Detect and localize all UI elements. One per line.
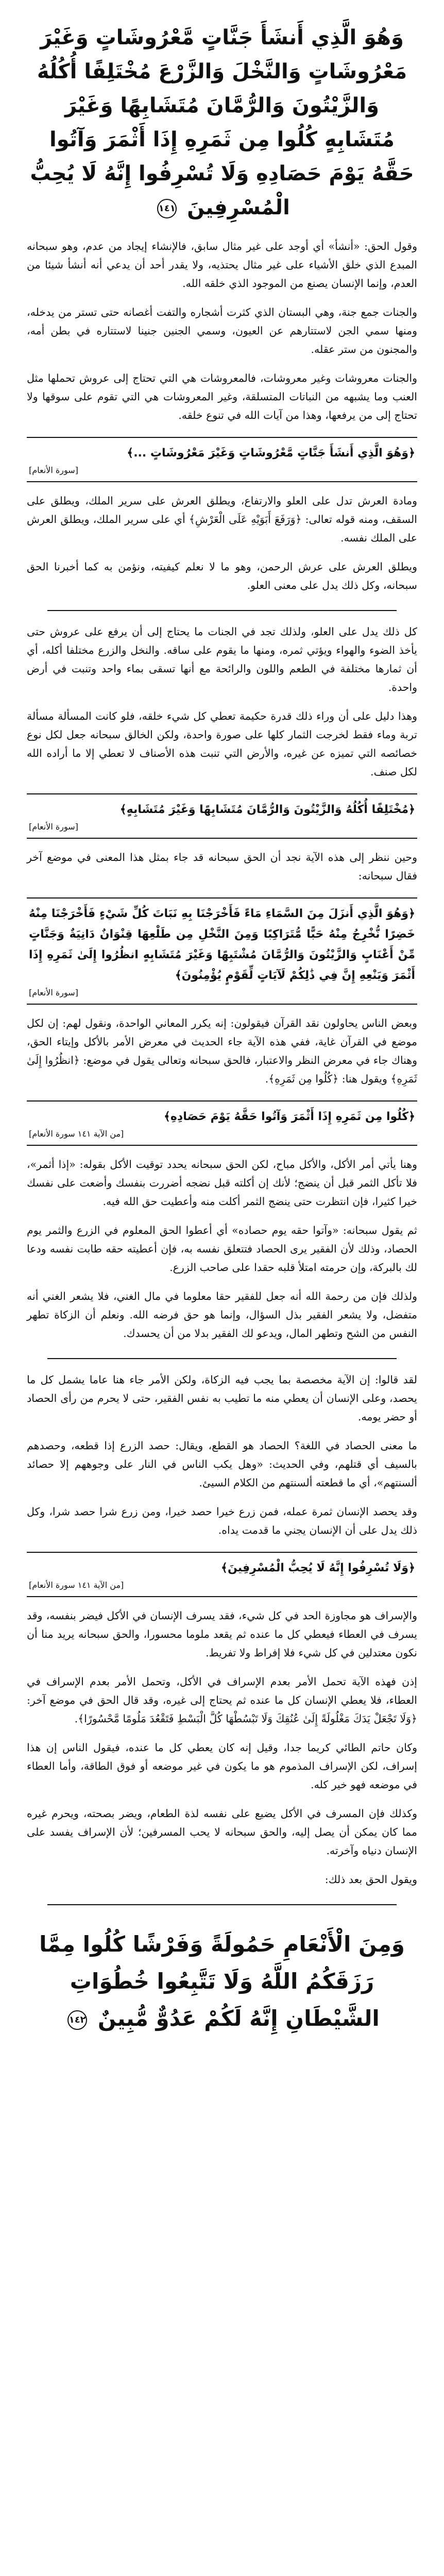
section-divider: [47, 1904, 397, 1905]
quoted-verse-text: ﴿وَهُوَ الَّذِي أَنشَأَ جَنَّاتٍ مَّعْرُوشَاتٍ وَغَيْرَ مَعْرُوشَاتٍ ...﴾: [127, 447, 415, 460]
quoted-verse-box: [27, 897, 417, 1005]
verse-source: [من الآية ١٤١ سورة الأنعام]: [29, 1580, 124, 1590]
paragraph: ما معنى الحصاد في اللغة؟ الحصاد هو القطع، ويقال: حصد الزرع إذا قطعه، وحصدهم بالسيف أي قتلهم، وفي الحديث: «وهل يكب الناس في النار على وجوههم إلا حصائد ألسنتهم»، أي ما قطعته ألسنتهم من الكلام السيئ.: [27, 1439, 417, 1489]
paragraph: إذن فهذه الآية تحمل الأمر بعدم الإسراف في الأكل، وتحمل الأمر بعدم الإسراف في العطاء، فلا يعطي الإنسان كل ما عنده ثم يحتاج إلى غيره، وقد قال الحق في موضع آخر: ﴿وَلَا تَجْعَلْ يَدَكَ مَغْلُولَةً إِلَىٰ عُنُقِكَ وَلَا تَبْسُطْهَا كُلَّ الْبَسْطِ فَتَقْعُدَ مَلُومًا مَّحْسُورًا﴾.: [27, 1675, 417, 1725]
closing-verse-text: وَمِنَ الْأَنْعَامِ حَمُولَةً وَفَرْشًا كُلُوا مِمَّا رَزَقَكُمُ اللَّهُ وَلَا تَتَّبِعُوا خُطُوَاتِ الشَّيْطَانِ إِنَّهُ لَكُمْ عَدُوٌّ مُّبِينٌ: [39, 1931, 405, 2031]
quoted-verse-box: [27, 437, 417, 482]
quoted-verse-box: [27, 793, 417, 839]
paragraph: وقد يحصد الإنسان ثمرة عمله، فمن زرع خيرا حصد خيرا، ومن زرع شرا حصد شرا، وكل ذلك يدل على أن الإنسان يجني ما قدمت يداه.: [27, 1505, 417, 1536]
paragraph: وهنا يأتي أمر الأكل، والأكل مباح، لكن الحق سبحانه يحدد توقيت الأكل بقوله: «إذا أثمر»، فلا تأكل الثمر قبل أن ينضج؛ لأنك إن أكلته قبل نضجه أضررت بنفسك وأضعت على نفسك خيرا كثيرا، فإن انتظرت حتى ينضج الثمر أكلت منه وأعطيت حق الله فيه.: [27, 1158, 417, 1208]
section-divider: [47, 610, 397, 611]
paragraph: ويقول الحق بعد ذلك:: [325, 1873, 417, 1886]
opening-verse-text: وَهُوَ الَّذِي أَنشَأَ جَنَّاتٍ مَّعْرُوشَاتٍ وَغَيْرَ مَعْرُوشَاتٍ وَالنَّخْلَ وَالزَّرْعَ مُخْتَلِفًا أُكُلُهُ وَالزَّيْتُونَ وَالرُّمَّانَ مُتَشَابِهًا وَغَيْرَ مُتَشَابِهٍ كُلُوا مِن ثَمَرِهِ إِذَا أَثْمَرَ وَآتُوا حَقَّهُ يَوْمَ حَصَادِهِ وَلَا تُسْرِفُوا إِنَّهُ لَا يُحِبُّ الْمُسْرِفِينَ: [30, 26, 414, 219]
paragraph: ويطلق العرش على عرش الرحمن، وهو ما لا نعلم كيفيته، ونؤمن به كما أخبرنا الحق سبحانه، وكل ذلك يدل على معنى العلو.: [27, 561, 417, 591]
verse-source: [من الآية ١٤١ سورة الأنعام]: [29, 1129, 124, 1139]
opening-verse: [27, 21, 417, 225]
ayah-number-badge: ١٤١: [157, 199, 177, 218]
quoted-verse-box: [27, 1552, 417, 1597]
paragraph: وبعض الناس يحاولون نقد القرآن فيقولون: إنه يكرر المعاني الواحدة، ونقول لهم: إن لكل موضع في القرآن غاية، ففي هذه الآية جاء الحديث في معرض الأمر بالأكل وإيتاء الحق، وهناك جاء في معرض النظر والاعتبار، فالحق سبحانه وتعالى يقول في موضع: ﴿انظُرُوا إِلَىٰ ثَمَرِهِ﴾ ويقول هنا: ﴿كُلُوا مِن ثَمَرِهِ﴾.: [27, 1017, 417, 1085]
paragraph: وحين ننظر إلى هذه الآية نجد أن الحق سبحانه قد جاء بمثل هذا المعنى في موضع آخر فقال سبحانه:: [27, 851, 417, 882]
paragraph: لقد قالوا: إن الآية مخصصة بما يجب فيه الزكاة، ولكن الأمر جاء هنا عاما يشمل كل ما يحصد، وعلى الإنسان أن يعطي منه ما تطيب به نفس الفقير، حتى لا يحرم من رأى الحصاد أو حضر يومه.: [27, 1374, 417, 1423]
paragraph: والجنات معروشات وغير معروشات، فالمعروشات هي التي تحتاج إلى عروش تحملها مثل العنب وما يشبهه من النباتات المتسلقة، وغير المعروشات هي التي تقوم على سوقها ولا تحتاج إلى من يرفعها، وهذا من آيات الله في تنوع خلقه.: [27, 372, 417, 421]
paragraph: والجنات جمع جنة، وهي البستان الذي كثرت أشجاره والتفت أغصانه حتى تستر من يدخله، ومنها سمي الجن لاستتارهم عن العيون، وسمي الجنين جنينا لاستتاره في بطن أمه، والمجنون من ستر عقله.: [27, 306, 417, 355]
paragraph: والإسراف هو مجاوزة الحد في كل شيء، فقد يسرف الإنسان في الأكل فيضر بنفسه، وقد يسرف في العطاء فيعطي كل ما عنده ثم يقعد ملوما محسورا، والحق سبحانه يريد منا أن نكون معتدلين في كل شيء فلا إفراط ولا تفريط.: [27, 1609, 417, 1659]
quoted-verse-box: [27, 1100, 417, 1146]
ayah-number-badge: ١٤٢: [67, 2010, 87, 2030]
paragraph: وهذا دليل على أن وراء ذلك قدرة حكيمة تعطي كل شيء خلقه، فلو كانت المسألة مسألة تربة وماء فقط لخرجت الثمار كلها على صورة واحدة، ولكن الخالق سبحانه جعل لكل نوع خصائصه التي تميزه عن غيره، والأرض التي تنبت هذه الأصناف لا تعطي إلا ما أراده الله لكل صنف.: [27, 710, 417, 778]
section-divider: [47, 1358, 397, 1359]
paragraph: ثم يقول سبحانه: «وآتوا حقه يوم حصاده» أي أعطوا الحق المعلوم في الزرع والثمر يوم الحصاد، وذلك لأن الفقير يرى الحصاد فتتعلق نفسه به، فإن أعطيته حقه طابت نفسه ودعا لك بالبركة، وإن حرمته امتلأ قلبه حقدا على صاحب الزرع.: [27, 1224, 417, 1274]
quoted-verse-text: ﴿وَهُوَ الَّذِي أَنزَلَ مِنَ السَّمَاءِ مَاءً فَأَخْرَجْنَا بِهِ نَبَاتَ كُلِّ شَيْءٍ فَأَخْرَجْنَا مِنْهُ خَضِرًا نُّخْرِجُ مِنْهُ حَبًّا مُّتَرَاكِبًا وَمِنَ النَّخْلِ مِن طَلْعِهَا قِنْوَانٌ دَانِيَةٌ وَجَنَّاتٍ مِّنْ أَعْنَابٍ وَالزَّيْتُونَ وَالرُّمَّانَ مُشْتَبِهًا وَغَيْرَ مُتَشَابِهٍ انظُرُوا إِلَىٰ ثَمَرِهِ إِذَا أَثْمَرَ وَيَنْعِهِ إِنَّ فِي ذَٰلِكُمْ لَآيَاتٍ لِّقَوْمٍ يُؤْمِنُونَ﴾: [29, 907, 415, 982]
paragraph: ولذلك فإن من رحمة الله أنه جعل للفقير حقا معلوما في مال الغني، فلا يشعر الغني أنه متفضل، ولا يشعر الفقير بذل السؤال، وإنما هو حق فرضه الله. ونعلم أن الزكاة تطهر النفس من الشح وتطهر المال، ويدعو لك الفقير بدلا من أن يحسدك.: [27, 1290, 417, 1340]
paragraph: ومادة العرش تدل على العلو والارتفاع، ويطلق العرش على سرير الملك، ويطلق على السقف، ومنه قوله تعالى: ﴿وَرَفَعَ أَبَوَيْهِ عَلَى الْعَرْشِ﴾ أي على سرير الملك، ويطلق العرش على الملك نفسه.: [27, 495, 417, 544]
paragraph: وكان حاتم الطائي كريما جدا، وقيل إنه كان يعطي كل ما عنده، فيقول الناس إن هذا إسراف، لكن الإسراف المذموم هو ما يكون في غير موضعه أو فوق الطاقة، وأما العطاء في موضعه فهو خير كله.: [27, 1741, 417, 1791]
quoted-verse-text: ﴿مُخْتَلِفًا أُكُلُهُ وَالزَّيْتُونَ وَالرُّمَّانَ مُتَشَابِهًا وَغَيْرَ مُتَشَابِهٍ﴾: [119, 803, 415, 816]
paragraph: وكذلك فإن المسرف في الأكل يضيع على نفسه لذة الطعام، ويضر بصحته، ويحرم غيره مما كان يمكن أن يصل إليه، والحق سبحانه لا يحب المسرفين؛ لأن الإسراف يفسد على الإنسان دنياه وآخرته.: [27, 1807, 417, 1857]
verse-source: [سورة الأنعام]: [29, 988, 78, 997]
closing-verse: [27, 1926, 417, 2037]
verse-source: [سورة الأنعام]: [29, 822, 78, 832]
paragraph: وقول الحق: «أنشأ» أي أوجد على غير مثال سابق، فالإنشاء إيجاد من عدم، وهو سبحانه المبدع الذي خلق الأشياء على غير مثال يحتذيه، ولا يقدر أحد أن يدعي أنه أنشأ شيئا من العدم، وإنما الإنسان يصنع من الموجود الذي خلقه الله.: [27, 240, 417, 290]
paragraph: كل ذلك يدل على العلو، ولذلك تجد في الجنات ما يحتاج إلى أن يرفع على عروش حتى يأخذ الضوء والهواء ويؤتي ثمره، ومنها ما يقوم على ساقه. والنخل والزرع مختلفا أكله، أي أن ثمارها مختلفة في الطعم واللون والرائحة مع أنها تسقى بماء واحد وتنبت في أرض واحدة.: [27, 625, 417, 693]
verse-source: [سورة الأنعام]: [29, 465, 78, 475]
quoted-verse-text: ﴿وَلَا تُسْرِفُوا إِنَّهُ لَا يُحِبُّ الْمُسْرِفِينَ﴾: [221, 1562, 415, 1574]
quoted-verse-text: ﴿كُلُوا مِن ثَمَرِهِ إِذَا أَثْمَرَ وَآتُوا حَقَّهُ يَوْمَ حَصَادِهِ﴾: [164, 1110, 415, 1123]
